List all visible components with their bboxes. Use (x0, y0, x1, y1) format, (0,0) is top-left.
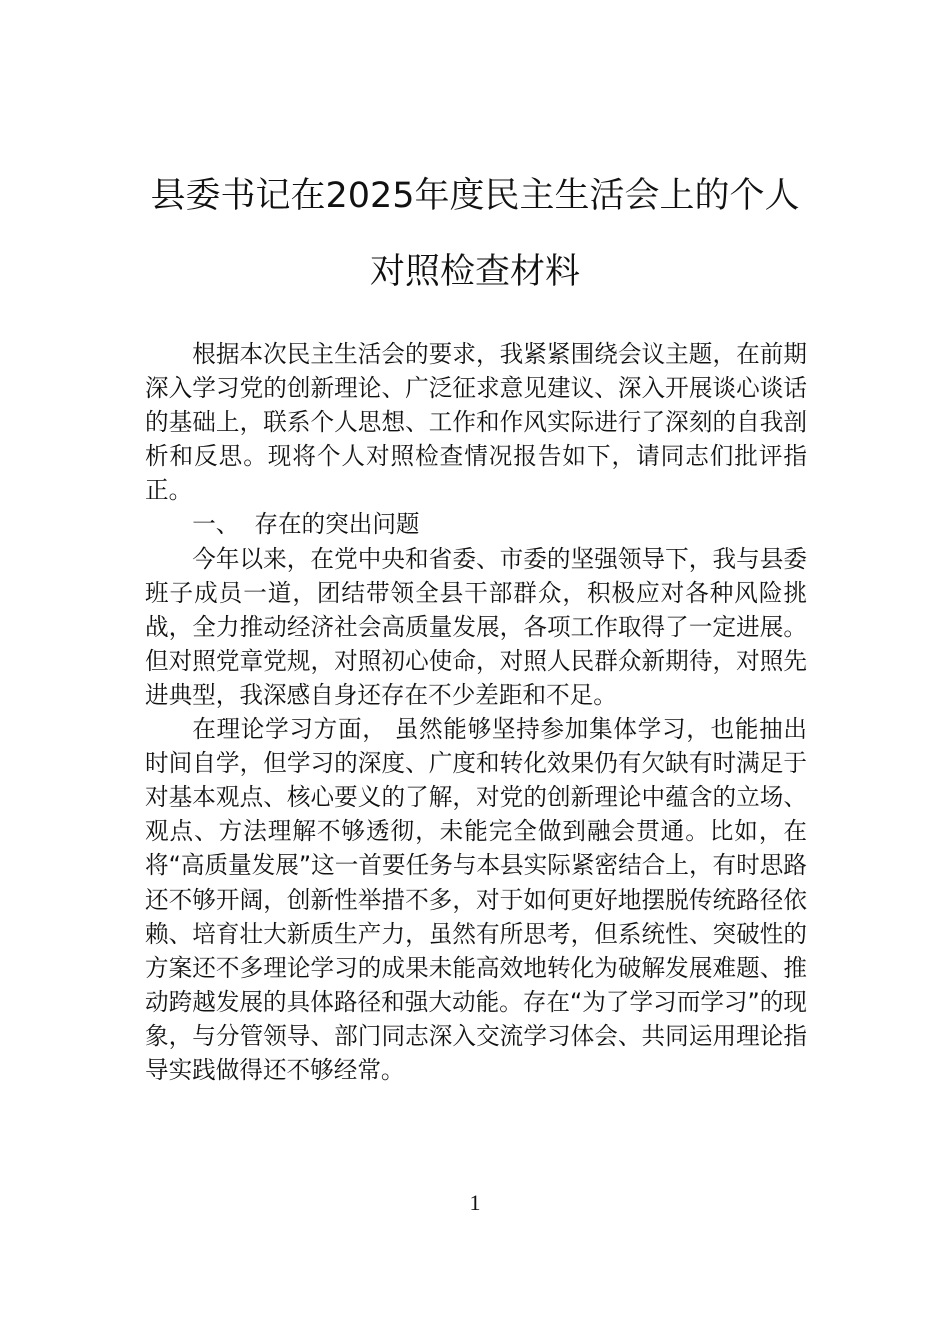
page-number: 1 (469, 1190, 481, 1215)
document-body (145, 337, 807, 1087)
document-title-line-1: 县委书记在2025年度民主生活会上的个人 (150, 176, 800, 216)
overview-paragraph: 今年以来，在党中央和省委、市委的坚强领导下，我与县委班子成员一道，团结带领全县干部群众，积极应对各种风险挑战，全力推动经济社会高质量发展，各项工作取得了一定进展。但对照党章党规，对照初心使命，对照人民群众新期待，对照先进典型，我深感自身还存在不少差距和不足。 (145, 544, 807, 709)
document-title-line-2: 对照检查材料 (369, 252, 580, 292)
intro-paragraph: 根据本次民主生活会的要求，我紧紧围绕会议主题，在前期深入学习党的创新理论、广泛征求意见建议、深入开展谈心谈话的基础上，联系个人思想、工作和作风实际进行了深刻的自我剖析和反思。现将个人对照检查情况报告如下，请同志们批评指正。 (145, 340, 807, 505)
section-heading: 一、 存在的突出问题 (192, 510, 420, 539)
theory-study-paragraph: 在理论学习方面， 虽然能够坚持参加集体学习，也能抽出时间自学，但学习的深度、广度和转化效果仍有欠缺有时满足于对基本观点、核心要义的了解，对党的创新理论中蕴含的立场、观点、方法理解不够透彻，未能完全做到融会贯通。比如，在将“高质量发展”这一首要任务与本县实际紧密结合上，有时思路还不够开阔，创新性举措不多，对于如何更好地摆脱传统路径依赖、培育壮大新质生产力，虽然有所思考，但系统性、突破性的方案还不多理论学习的成果未能高效地转化为破解发展难题、推动跨越发展的具体路径和强大动能。存在“为了学习而学习”的现象，与分管领导、部门同志深入交流学习体会、共同运用理论指导实践做得还不够经常。 (145, 715, 807, 1084)
